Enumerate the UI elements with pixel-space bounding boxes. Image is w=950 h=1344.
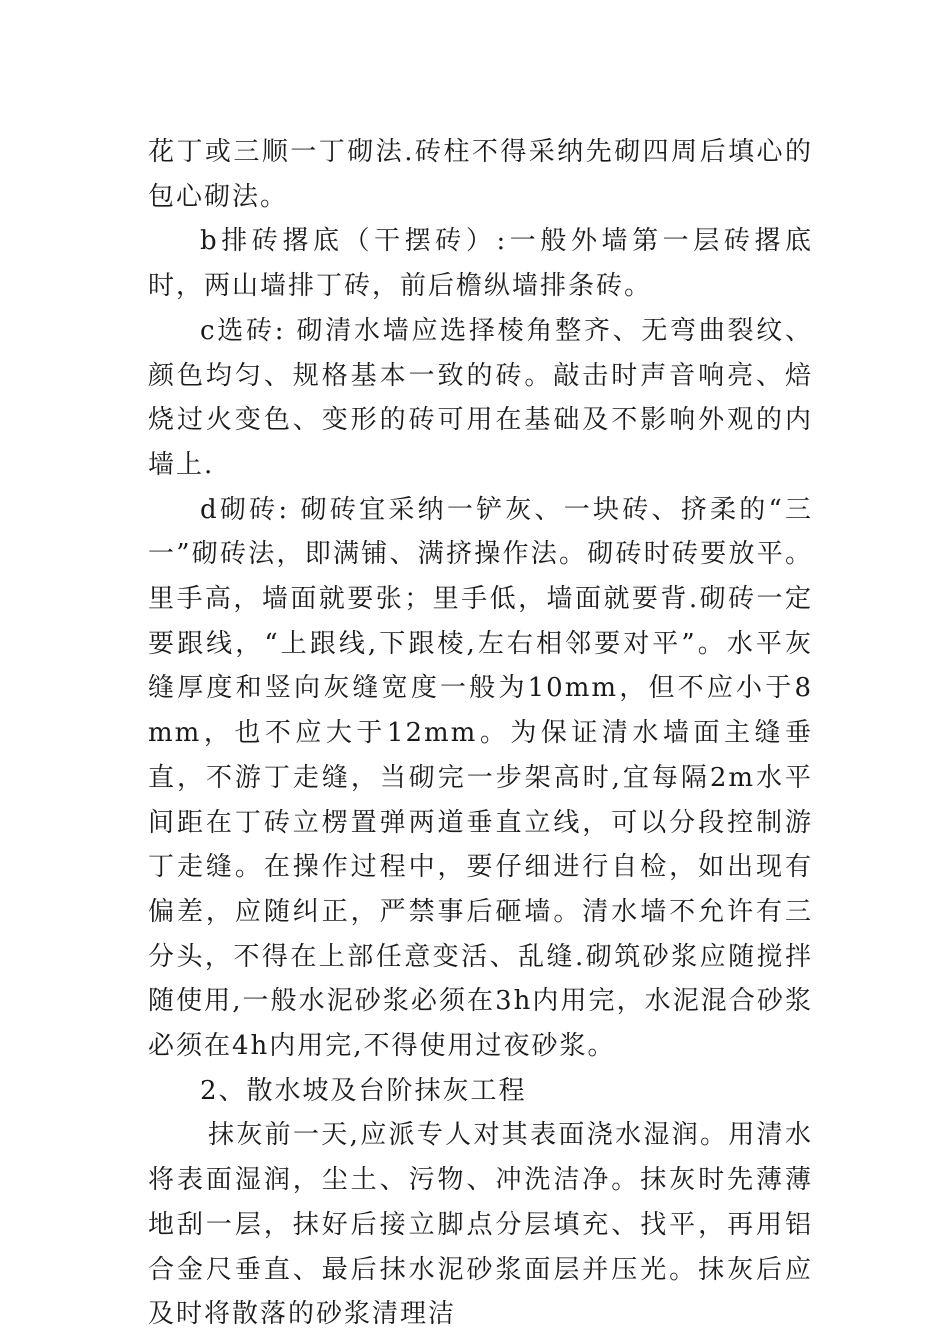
paragraph-b-layout-bricks: b排砖撂底（干摆砖）:一般外墙第一层砖撂底时，两山墙排丁砖，前后檐纵墙排条砖。	[148, 226, 813, 302]
paragraph-d-lay-bricks: d砌砖: 砌砖宜采纳一铲灰、一块砖、挤柔的“三一”砌砖法，即满铺、满挤操作法。砌砖时砖要放平。里手高，墙面就要张；里手低，墙面就要背.砌砖一定要跟线，“上跟线,下跟棱,左右相邻要对平”。水平灰缝厚度和竖向灰缝宽度一般为10mm，但不应小于8mm，也不应大于12mm。为保证清水墙面主缝垂直，不游丁走缝，当砌完一步架高时,宜每隔2m水平间距在丁砖立楞置弹两道垂直立线，可以分段控制游丁走缝。在操作过程中，要仔细进行自检，如出现有偏差，应随纠正，严禁事后砸墙。清水墙不允许有三分头，不得在上部任意变活、乱缝.砌筑砂浆应随搅拌随使用,一般水泥砂浆必须在3h内用完，水泥混合砂浆必须在4h内用完,不得使用过夜砂浆。	[148, 494, 813, 1062]
section-heading-2: 2、散水坡及台阶抹灰工程	[200, 1075, 527, 1106]
paragraph-c-select-bricks: c选砖: 砌清水墙应选择棱角整齐、无弯曲裂纹、颜色均匀、规格基本一致的砖。敲击时声音响亮、焙烧过火变色、变形的砖可用在基础及不影响外观的内墙上.	[148, 315, 813, 480]
paragraph-plastering: 抹灰前一天,应派专人对其表面浇水湿润。用清水将表面湿润，尘土、污物、冲洗洁净。抹灰时先薄薄地刮一层，抹好后接立脚点分层填充、找平，再用铝合金尺垂直、最后抹水泥砂浆面层并压光。抹灰后应及时将散落的砂浆清理洁	[148, 1120, 813, 1330]
body-text	[148, 130, 813, 1337]
paragraph-continuation: 花丁或三顺一丁砌法.砖柱不得采纳先砌四周后填心的包心砌法。	[148, 137, 813, 212]
